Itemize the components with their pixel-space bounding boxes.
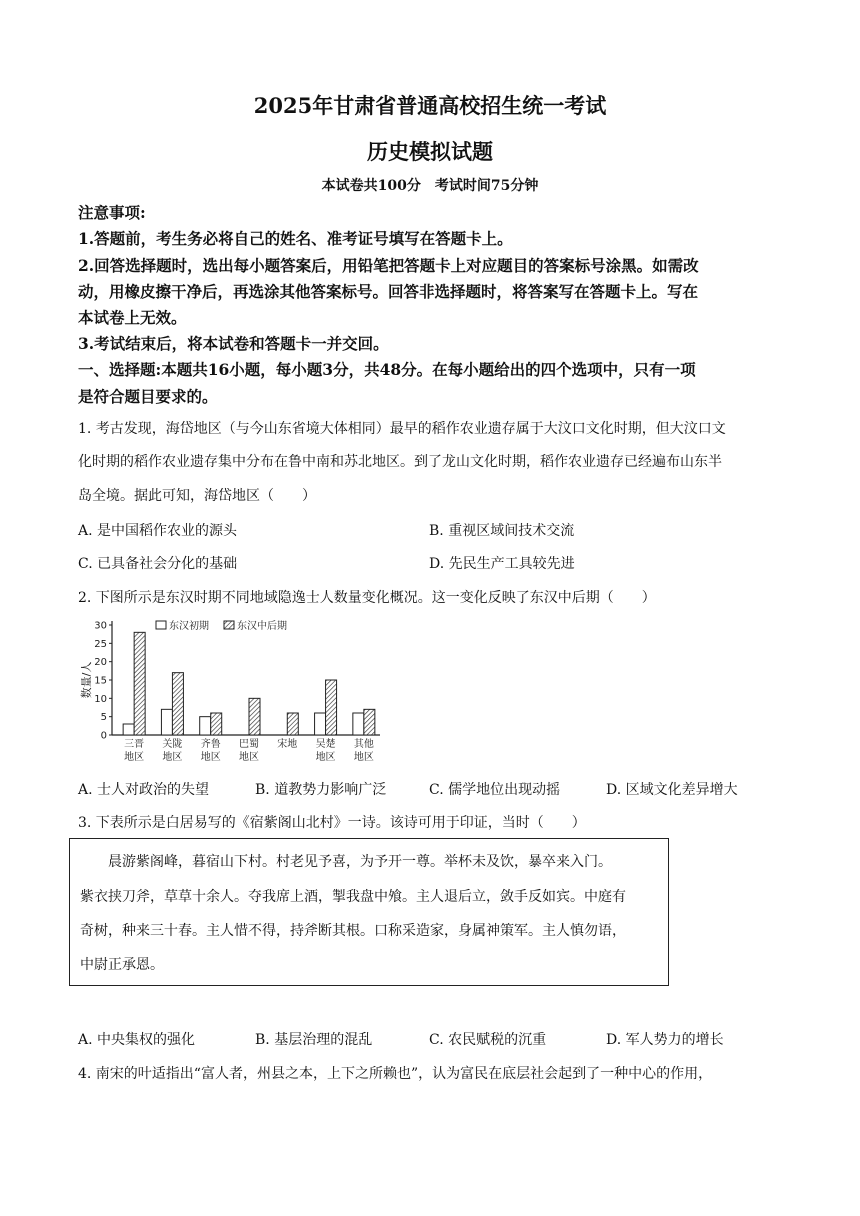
y-tick-label: 10 — [94, 693, 107, 705]
bar-early — [161, 709, 172, 735]
q2-stem: 2. 下图所示是东汉时期不同地域隐逸士人数量变化概况。这一变化反映了东汉中后期（ ） — [78, 590, 656, 606]
x-tick-label: 地区 — [124, 752, 145, 763]
bar-late — [134, 632, 145, 735]
x-tick-label: 齐鲁 — [200, 739, 221, 750]
notice-item-1: 1.答题前，考生务必将自己的姓名、准考证号填写在答题卡上。 — [78, 229, 513, 248]
q1-stem-line2: 化时期的稻作农业遗存集中分布在鲁中南和苏北地区。到了龙山文化时期，稻作农业遗存已经遍布山东半 — [78, 454, 722, 470]
q2-option-b: B. 道教势力影响广泛 — [255, 782, 387, 798]
y-tick-label: 0 — [100, 730, 107, 742]
q2-option-d: D. 区域文化差异增大 — [606, 782, 738, 798]
x-tick-label: 地区 — [239, 752, 259, 763]
q2-option-c: C. 儒学地位出现动摇 — [429, 782, 561, 798]
exam-info: 本试卷共100分 考试时间75分钟 — [321, 178, 539, 194]
q1-stem-line3: 岛全境。据此可知，海岱地区（ ） — [78, 488, 316, 504]
y-axis-label: 数量/人 — [80, 661, 93, 699]
legend-swatch-late — [224, 621, 234, 629]
bar-early — [200, 717, 211, 735]
q1-option-c: C. 已具备社会分化的基础 — [78, 556, 238, 572]
q3-option-c: C. 农民赋税的沉重 — [429, 1032, 547, 1048]
legend-label-early: 东汉初期 — [169, 621, 209, 632]
bar-late — [287, 713, 298, 735]
x-tick-label: 地区 — [315, 752, 336, 763]
y-tick-label: 20 — [94, 657, 107, 669]
exam-title: 2025年甘肃省普通高校招生统一考试 — [253, 93, 607, 118]
q2-option-a: A. 士人对政治的失望 — [78, 782, 210, 798]
bar-late — [211, 713, 222, 735]
bar-late — [326, 680, 337, 735]
x-tick-label: 关陇 — [162, 739, 183, 750]
notice-heading: 注意事项: — [78, 203, 146, 222]
q1-stem-line1: 1. 考古发现，海岱地区（与今山东省境大体相同）最早的稻作农业遗存属于大汶口文化时期，但大汶口文 — [78, 421, 726, 437]
y-tick-label: 15 — [94, 675, 107, 687]
x-tick-label: 宋地 — [277, 739, 298, 750]
y-tick-label: 5 — [100, 712, 107, 724]
notice-item-2c: 本试卷上无效。 — [78, 308, 187, 327]
exam-subtitle: 历史模拟试题 — [367, 139, 493, 164]
legend-label-late: 东汉中后期 — [237, 621, 287, 632]
bar-late — [364, 709, 375, 735]
bar-late — [249, 698, 260, 735]
poem-line-4: 中尉正承恩。 — [80, 957, 164, 973]
y-tick-label: 25 — [94, 638, 107, 650]
q1-option-d: D. 先民生产工具较先进 — [429, 556, 575, 572]
q3-stem: 3. 下表所示是白居易写的《宿紫阁山北村》一诗。该诗可用于印证，当时（ ） — [78, 815, 586, 831]
bar-chart — [78, 616, 398, 768]
bar-chart-svg — [78, 616, 398, 768]
y-tick-label: 30 — [94, 620, 107, 632]
poem-box — [69, 838, 669, 986]
q4-stem: 4. 南宋的叶适指出“富人者，州县之本，上下之所赖也”，认为富民在底层社会起到了一种中心的作用， — [78, 1066, 713, 1082]
q1-option-a: A. 是中国稻作农业的源头 — [78, 523, 238, 539]
poem-line-2: 紫衣挟刀斧，草草十余人。夺我席上酒，掣我盘中飧。主人退后立，敛手反如宾。中庭有 — [80, 889, 626, 905]
x-tick-label: 地区 — [200, 752, 221, 763]
bar-early — [315, 713, 326, 735]
notice-item-3: 3.考试结束后，将本试卷和答题卡一并交回。 — [78, 334, 389, 353]
poem-line-1: 晨游紫阁峰，暮宿山下村。村老见予喜，为予开一尊。举杯未及饮，暴卒来入门。 — [80, 854, 612, 870]
q3-option-b: B. 基层治理的混乱 — [255, 1032, 373, 1048]
x-tick-label: 吴楚 — [315, 739, 336, 750]
x-tick-label: 地区 — [162, 752, 183, 763]
q1-option-b: B. 重视区域间技术交流 — [429, 523, 575, 539]
x-tick-label: 巴蜀 — [239, 739, 259, 750]
x-tick-label: 其他 — [353, 739, 374, 750]
poem-line-3: 奇树，种来三十春。主人惜不得，持斧断其根。口称采造家，身属神策军。主人慎勿语， — [80, 923, 626, 939]
notice-item-2b: 动，用橡皮擦干净后，再选涂其他答案标号。回答非选择题时，将答案写在答题卡上。写在 — [78, 282, 699, 301]
bar-early — [123, 724, 134, 735]
q3-option-a: A. 中央集权的强化 — [78, 1032, 196, 1048]
section-heading-line2: 是符合题目要求的。 — [78, 387, 218, 406]
bar-late — [172, 673, 183, 735]
legend-swatch-early — [156, 621, 166, 629]
bar-early — [353, 713, 364, 735]
x-tick-label: 地区 — [353, 752, 374, 763]
q3-option-d: D. 军人势力的增长 — [606, 1032, 724, 1048]
section-heading-line1: 一、选择题:本题共16小题，每小题3分，共48分。在每小题给出的四个选项中，只有一项 — [78, 360, 696, 379]
notice-item-2a: 2.回答选择题时，选出每小题答案后，用铅笔把答题卡上对应题目的答案标号涂黑。如需改 — [78, 256, 699, 275]
x-tick-label: 三晋 — [124, 739, 145, 750]
